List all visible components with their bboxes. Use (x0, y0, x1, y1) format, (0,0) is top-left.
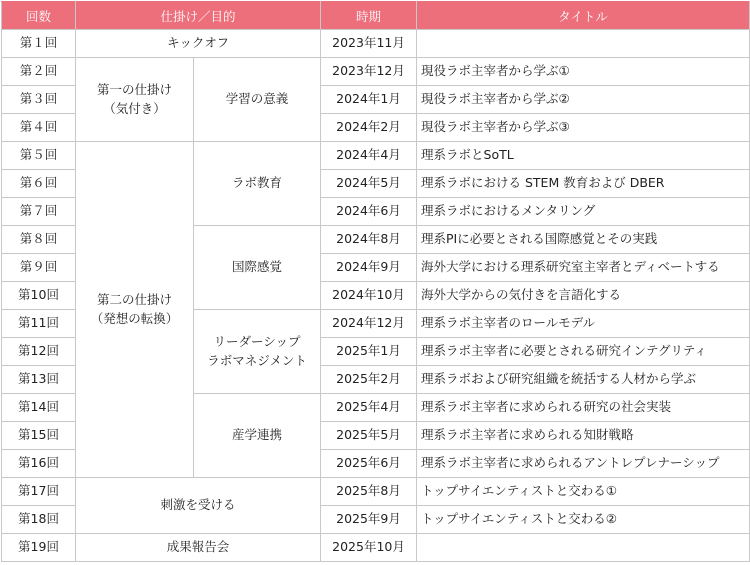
session-no: 第15回 (2, 422, 76, 450)
session-date: 2025年8月 (321, 478, 417, 506)
session-date: 2025年4月 (321, 394, 417, 422)
header-title: タイトル (417, 2, 750, 30)
session-title: 理系ラボおよび研究組織を統括する人材から学ぶ (417, 366, 750, 394)
session-date: 2023年12月 (321, 58, 417, 86)
session-title: トップサイエンティストと交わる① (417, 478, 750, 506)
session-title: 理系ラボ主宰者に必要とされる研究インテグリティ (417, 338, 750, 366)
session-date: 2024年10月 (321, 282, 417, 310)
session-no: 第10回 (2, 282, 76, 310)
group-report: 成果報告会 (76, 534, 321, 562)
session-date: 2025年1月 (321, 338, 417, 366)
session-title: 理系ラボにおけるメンタリング (417, 198, 750, 226)
session-date: 2024年1月 (321, 86, 417, 114)
session-no: 第14回 (2, 394, 76, 422)
session-no: 第４回 (2, 114, 76, 142)
session-title: 理系ラボ主宰者に求められる研究の社会実装 (417, 394, 750, 422)
group-stimulus: 刺激を受ける (76, 478, 321, 534)
session-date: 2025年10月 (321, 534, 417, 562)
session-no: 第19回 (2, 534, 76, 562)
session-title: 海外大学における理系研究室主宰者とディベートする (417, 254, 750, 282)
session-date: 2024年6月 (321, 198, 417, 226)
session-no: 第11回 (2, 310, 76, 338)
table-row (2, 534, 750, 562)
session-title: 理系ラボとSoTL (417, 142, 750, 170)
session-no: 第13回 (2, 366, 76, 394)
session-title: 現役ラボ主宰者から学ぶ① (417, 58, 750, 86)
session-no: 第９回 (2, 254, 76, 282)
session-title (417, 30, 750, 58)
session-no: 第17回 (2, 478, 76, 506)
table-row (2, 30, 750, 58)
session-no: 第８回 (2, 226, 76, 254)
session-no: 第５回 (2, 142, 76, 170)
session-title: 理系ラボ主宰者のロールモデル (417, 310, 750, 338)
session-title: 理系ラボ主宰者に求められる知財戦略 (417, 422, 750, 450)
session-date: 2024年12月 (321, 310, 417, 338)
session-date: 2025年9月 (321, 506, 417, 534)
session-title: トップサイエンティストと交わる② (417, 506, 750, 534)
session-no: 第６回 (2, 170, 76, 198)
table-row (2, 478, 750, 506)
group-industry: 産学連携 (194, 394, 321, 478)
group-leadership (194, 310, 321, 394)
session-date: 2023年11月 (321, 30, 417, 58)
session-date: 2024年4月 (321, 142, 417, 170)
group-labo-education: ラボ教育 (194, 142, 321, 226)
session-title: 現役ラボ主宰者から学ぶ③ (417, 114, 750, 142)
session-date: 2025年6月 (321, 450, 417, 478)
group-second-sub: （発想の転換） (90, 310, 179, 326)
session-no: 第１回 (2, 30, 76, 58)
session-date: 2024年9月 (321, 254, 417, 282)
group-learning: 学習の意義 (194, 58, 321, 142)
session-title (417, 534, 750, 562)
header-date: 時期 (321, 2, 417, 30)
group-first-name: 第一の仕掛け (96, 82, 172, 98)
group-leadership-line2: ラボマネジメント (207, 352, 307, 368)
session-date: 2024年2月 (321, 114, 417, 142)
session-title: 海外大学からの気付きを言語化する (417, 282, 750, 310)
session-no: 第18回 (2, 506, 76, 534)
session-title: 現役ラボ主宰者から学ぶ② (417, 86, 750, 114)
group-first (76, 58, 194, 142)
group-leadership-line1: リーダーシップ (213, 334, 301, 350)
session-title: 理系ラボ主宰者に求められるアントレプレナーシップ (417, 450, 750, 478)
session-no: 第16回 (2, 450, 76, 478)
session-no: 第７回 (2, 198, 76, 226)
session-date: 2024年8月 (321, 226, 417, 254)
header-purpose: 仕掛け／目的 (76, 2, 321, 30)
group-second-name: 第二の仕掛け (96, 292, 172, 308)
table-row (2, 58, 750, 86)
schedule-table (1, 1, 750, 562)
session-title: 理系PIに必要とされる国際感覚とその実践 (417, 226, 750, 254)
header-no: 回数 (2, 2, 76, 30)
group-first-sub: （気付き） (103, 100, 166, 116)
group-global: 国際感覚 (194, 226, 321, 310)
session-no: 第３回 (2, 86, 76, 114)
table-row (2, 142, 750, 170)
group-second (76, 142, 194, 478)
session-date: 2024年5月 (321, 170, 417, 198)
group-kickoff: キックオフ (76, 30, 321, 58)
session-no: 第12回 (2, 338, 76, 366)
session-date: 2025年5月 (321, 422, 417, 450)
header-row (2, 2, 750, 30)
session-date: 2025年2月 (321, 366, 417, 394)
session-no: 第２回 (2, 58, 76, 86)
session-title: 理系ラボにおける STEM 教育および DBER (417, 170, 750, 198)
